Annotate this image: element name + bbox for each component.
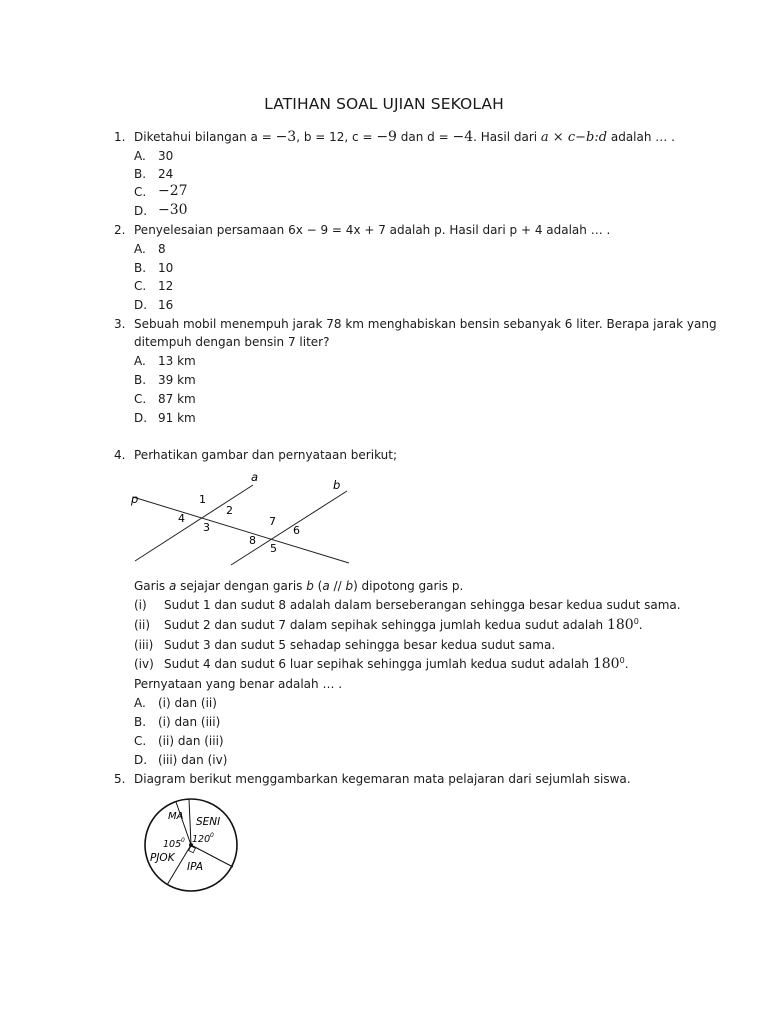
pie-angle-pjok-degree: 0	[181, 837, 185, 844]
q3-option-c-label: C.	[134, 392, 147, 406]
pie-label-ipa: IPA	[187, 861, 204, 873]
q1-option-d-label: D.	[134, 204, 148, 218]
q2-option-c-label: C.	[134, 279, 147, 293]
q4-option-b-text: (i) dan (iii)	[158, 715, 221, 729]
q1-option-b-text: 24	[158, 167, 174, 181]
q2-option-b-label: B.	[134, 261, 147, 275]
parallel-line-b	[231, 491, 347, 565]
label-line-a: a	[251, 470, 259, 484]
pie-label-pjok: PJOK	[150, 852, 175, 864]
angle-label-2: 2	[226, 504, 233, 517]
q2-option-a-label: A.	[134, 242, 146, 256]
statement-3-text	[164, 638, 555, 652]
question-3-text-line-2: ditempuh dengan bensin 7 liter?	[134, 335, 330, 349]
q3-option-b-text: 39 km	[158, 373, 196, 387]
q4-intro-1: Garis	[134, 579, 169, 593]
q3-option-b-label: B.	[134, 373, 147, 387]
pie-label-seni: SENI	[196, 816, 221, 828]
q4-option-a-text: (i) dan (ii)	[158, 696, 217, 710]
q1-expression: a × c−b:d	[540, 130, 608, 145]
q1-mid: . Hasil dari	[473, 130, 541, 144]
statement-3-body: Sudut 3 dan sudut 5 sehadap sehingga besar kedua sudut sama.	[164, 638, 556, 652]
q1-prefix: Diketahui bilangan a =	[134, 130, 276, 144]
q1-a-value: −3	[275, 129, 297, 145]
pie-divider-ma-seni	[189, 799, 191, 845]
question-5-number: 5.	[114, 772, 126, 786]
angle-label-6: 6	[293, 524, 300, 537]
statement-3-label: (iii)	[134, 638, 154, 652]
statement-2-body: Sudut 2 dan sudut 7 dalam sepihak sehingga jumlah kedua sudut adalah	[164, 618, 607, 632]
statement-1-label: (i)	[134, 598, 147, 612]
angle-label-7: 7	[269, 515, 276, 528]
q3-option-d-label: D.	[134, 411, 148, 425]
parallel-lines-figure	[125, 465, 360, 570]
pie-angle-seni-degree: 0	[210, 832, 214, 839]
pie-angle-pjok: 105	[163, 839, 182, 850]
question-3-text-line-1: Sebuah mobil menempuh jarak 78 km menghabiskan bensin sebanyak 6 liter. Berapa jarak yang	[134, 317, 717, 331]
q4-intro	[134, 579, 463, 593]
statement-4-tail: .	[624, 657, 629, 671]
q1-option-a-text: 30	[158, 149, 174, 163]
q1-d-value: −4	[452, 129, 474, 145]
q4-intro-2: sejajar dengan garis	[176, 579, 307, 593]
pie-label-ma: MA	[168, 811, 184, 822]
statement-4-label: (iv)	[134, 657, 154, 671]
q4-intro-5: ) dipotong garis p.	[353, 579, 464, 593]
statement-2-text: Sudut 2 dan sudut 7 dalam sepihak sehingga jumlah kedua sudut adalah $180^0$.	[164, 617, 643, 633]
statement-4-degree: 180	[592, 656, 620, 672]
question-2-text: Penyelesaian persamaan 6x − 9 = 4x + 7 adalah p. Hasil dari p + 4 adalah … .	[134, 223, 611, 237]
q2-option-b-text: 10	[158, 261, 174, 275]
q4-intro-a2: a	[322, 579, 330, 593]
q4-option-b-label: B.	[134, 715, 147, 729]
q4-intro-a: a	[169, 579, 177, 593]
q1-option-b-label: B.	[134, 167, 147, 181]
q4-question: Pernyataan yang benar adalah … .	[134, 677, 343, 691]
q1-suffix: adalah … .	[607, 130, 675, 144]
q4-option-a-label: A.	[134, 696, 146, 710]
statement-2-degree: 180	[606, 617, 634, 633]
q1-d-part: dan d =	[396, 130, 453, 144]
q3-option-a-label: A.	[134, 354, 146, 368]
q1-option-c-text: −27	[158, 183, 188, 199]
q2-option-c-text: 12	[158, 279, 174, 293]
statement-1-text	[164, 598, 681, 612]
q1-option-d-text: −30	[158, 202, 188, 218]
q4-option-c-label: C.	[134, 734, 147, 748]
angle-label-5: 5	[270, 542, 277, 555]
q3-option-a-text: 13 km	[158, 354, 196, 368]
pie-angle-seni: 120	[192, 834, 211, 845]
q2-option-d-text: 16	[158, 298, 174, 312]
angle-label-8: 8	[249, 534, 256, 547]
statement-2-tail: .	[638, 618, 643, 632]
q1-b-part: , b = 12, c =	[296, 130, 377, 144]
q1-option-c-label: C.	[134, 185, 147, 199]
parallel-line-a	[135, 485, 253, 561]
page-title: LATIHAN SOAL UJIAN SEKOLAH	[264, 95, 504, 113]
label-line-b: b	[333, 478, 341, 492]
statement-2-label: (ii)	[134, 618, 151, 632]
pie-diagram	[140, 794, 246, 898]
statement-4-body: Sudut 4 dan sudut 6 luar sepihak sehingga jumlah kedua sudut adalah	[164, 657, 593, 671]
q1-option-a-label: A.	[134, 149, 146, 163]
q2-option-d-label: D.	[134, 298, 148, 312]
q2-option-a-text: 8	[158, 242, 166, 256]
q3-option-d-text: 91 km	[158, 411, 196, 425]
statement-4-text: Sudut 4 dan sudut 6 luar sepihak sehingga jumlah kedua sudut adalah $180^0$.	[164, 656, 629, 672]
q4-option-c-text: (ii) dan (iii)	[158, 734, 224, 748]
question-4-text: Perhatikan gambar dan pernyataan berikut;	[134, 448, 398, 462]
q4-intro-b: b	[306, 579, 314, 593]
transversal-line-p	[133, 497, 349, 563]
q4-intro-3: (	[313, 579, 323, 593]
angle-label-1: 1	[199, 493, 206, 506]
q3-option-c-text: 87 km	[158, 392, 196, 406]
statement-1-body: Sudut 1 dan sudut 8 adalah dalam berseberangan sehingga besar kedua sudut sama.	[164, 598, 681, 612]
q1-c-value: −9	[376, 129, 397, 145]
q4-option-d-label: D.	[134, 753, 148, 767]
question-3-number: 3.	[114, 317, 126, 331]
q4-option-d-text: (iii) dan (iv)	[158, 753, 228, 767]
question-2-number: 2.	[114, 223, 126, 237]
q4-intro-4: //	[329, 579, 346, 593]
question-1-text	[134, 130, 675, 145]
angle-label-4: 4	[178, 512, 185, 525]
label-line-p: p	[131, 492, 139, 506]
angle-label-3: 3	[203, 521, 210, 534]
question-5-text: Diagram berikut menggambarkan kegemaran mata pelajaran dari sejumlah siswa.	[134, 772, 631, 786]
question-1-number: 1.	[114, 130, 126, 144]
question-4-number: 4.	[114, 448, 126, 462]
q4-intro-b2: b	[345, 579, 354, 593]
